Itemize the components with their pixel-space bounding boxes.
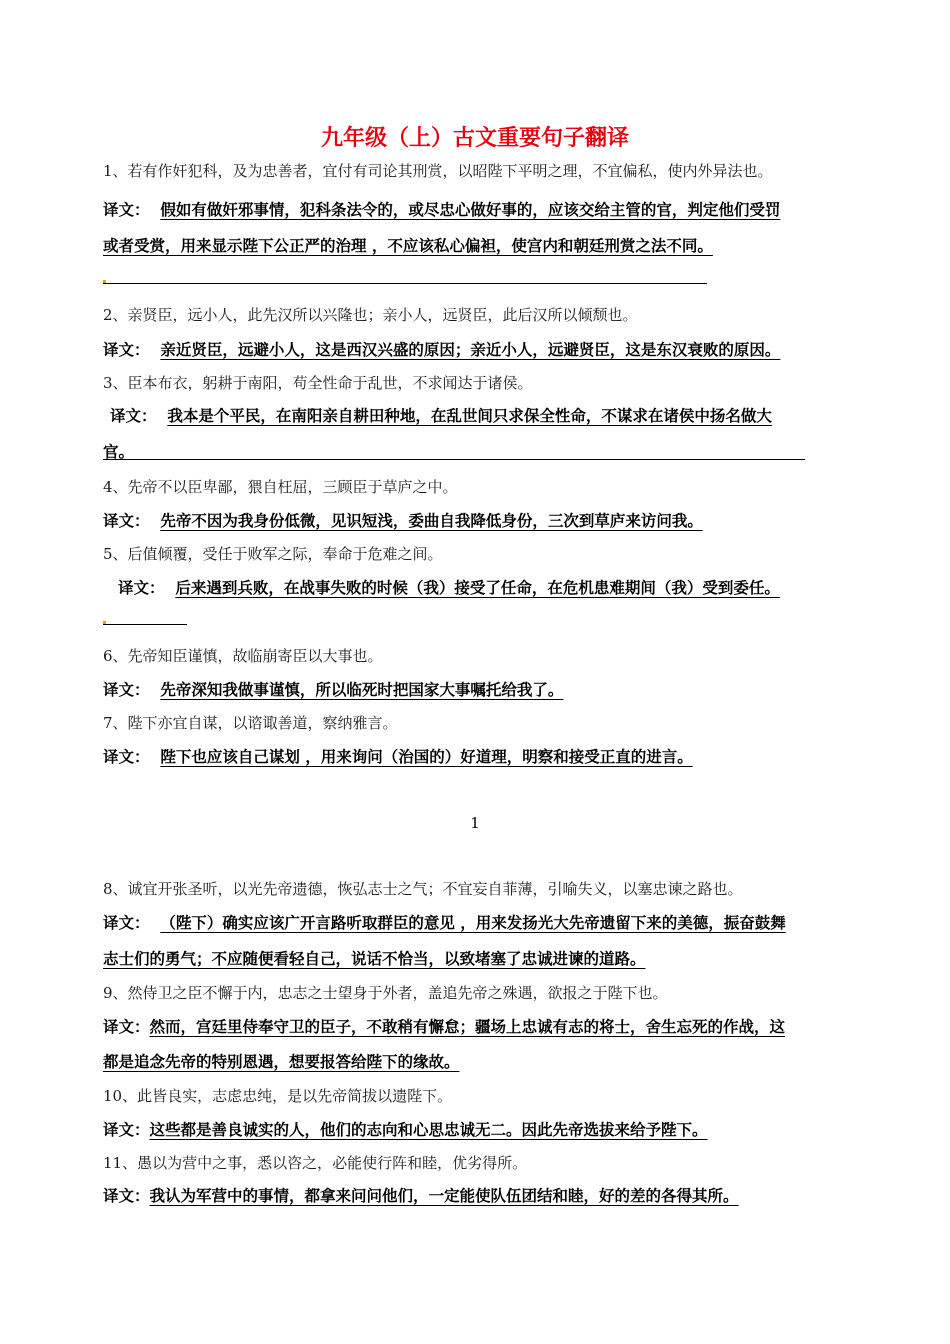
translation-label: 译文： <box>103 747 150 766</box>
translation-5 <box>118 577 780 599</box>
source-sentence-10: 10、此皆良实，志虑忠纯，是以先帝简拔以遗陛下。 <box>103 1087 453 1105</box>
translation-text-5: 后来遇到兵败，在战事失败的时候（我）接受了任命，在危机患难期间（我）受到委任。 <box>175 578 780 597</box>
translation-9-cont: 都是追念先帝的特别恩遇，想要报答给陛下的缘故。 <box>103 1052 460 1071</box>
translation-text-10: 这些都是善良诚实的人，他们的志向和心思忠诚无二。因此先帝选拔来给予陛下。 <box>149 1120 708 1139</box>
translation-1 <box>103 199 780 221</box>
source-sentence-5: 5、后值倾覆，受任于败军之际，奉命于危难之间。 <box>103 545 443 563</box>
answer-rule <box>103 624 187 625</box>
translation-text-7: 陛下也应该自己谋划 ，用来询问（治国的）好道理，明察和接受正直的进言。 <box>160 747 693 766</box>
page-title: 九年级（上）古文重要句子翻译 <box>320 126 629 151</box>
marker-dot <box>103 280 106 283</box>
page-number: 1 <box>470 814 480 832</box>
source-sentence-9: 9、然侍卫之臣不懈于内，忠志之士望身于外者，盖追先帝之殊遇，欲报之于陛下也。 <box>103 984 668 1002</box>
translation-3 <box>110 405 772 427</box>
translation-9 <box>103 1016 785 1038</box>
translation-text-9: 然而，宫廷里侍奉守卫的臣子，不敢稍有懈怠；疆场上忠诚有志的将士，舍生忘死的作战，这 <box>149 1017 786 1036</box>
translation-text-8: （陛下）确实应该广开言路听取群臣的意见 ，用来发扬光大先帝遗留下来的美德，振奋鼓舞 <box>160 913 786 932</box>
translation-label: 译文： <box>103 511 150 530</box>
translation-text-4: 先帝不因为我身份低微，见识短浅，委曲自我降低身份，三次到草庐来访问我。 <box>160 511 703 530</box>
source-sentence-7: 7、陛下亦宜自谋，以谘诹善道，察纳雅言。 <box>103 714 398 732</box>
translation-3-cont: 官。 <box>103 442 135 461</box>
translation-11 <box>103 1185 739 1207</box>
source-sentence-6: 6、先帝知臣谨慎，故临崩寄臣以大事也。 <box>103 647 383 665</box>
source-sentence-1: 1、若有作奸犯科，及为忠善者，宜付有司论其刑赏，以昭陛下平明之理，不宜偏私，使内外异法也。 <box>103 162 773 180</box>
translation-1-cont: 或者受赏，用来显示陛下公正严的治理 ，不应该私心偏袒，使宫内和朝廷刑赏之法不同。 <box>103 236 713 255</box>
translation-7 <box>103 746 693 768</box>
translation-8-cont: 志士们的勇气；不应随便看轻自己，说话不恰当，以致堵塞了忠诚进谏的道路。 <box>103 949 646 968</box>
translation-6 <box>103 679 563 701</box>
translation-4 <box>103 510 703 532</box>
translation-text-6: 先帝深知我做事谨慎，所以临死时把国家大事嘱托给我了。 <box>160 680 564 699</box>
source-sentence-4: 4、先帝不以臣卑鄙，猥自枉屈，三顾臣于草庐之中。 <box>103 478 458 496</box>
translation-label: 译文： <box>103 1120 150 1139</box>
translation-label: 译文： <box>103 680 150 699</box>
marker-dot <box>103 621 106 624</box>
source-sentence-2: 2、亲贤臣，远小人，此先汉所以兴隆也；亲小人，远贤臣，此后汉所以倾颓也。 <box>103 306 638 324</box>
translation-8 <box>103 912 786 934</box>
translation-label: 译文： <box>118 578 165 597</box>
translation-text-11: 我认为军营中的事情，都拿来问问他们，一定能使队伍团结和睦，好的差的各得其所。 <box>149 1186 739 1205</box>
translation-10 <box>103 1119 708 1141</box>
translation-label: 译文： <box>110 406 157 425</box>
source-sentence-8: 8、诚宜开张圣听，以光先帝遗德，恢弘志士之气；不宜妄自菲薄，引喻失义，以塞忠谏之路也。 <box>103 880 743 898</box>
translation-label: 译文： <box>103 1186 150 1205</box>
translation-text-3: 我本是个平民，在南阳亲自耕田种地，在乱世间只求保全性命，不谋求在诸侯中扬名做大 <box>167 406 772 425</box>
translation-label: 译文： <box>103 200 150 219</box>
translation-label: 译文： <box>103 340 150 359</box>
translation-text-2: 亲近贤臣，远避小人，这是西汉兴盛的原因；亲近小人，远避贤臣，这是东汉衰败的原因。 <box>160 340 781 359</box>
answer-rule <box>103 283 707 284</box>
translation-text-1: 假如有做奸邪事情，犯科条法令的，或尽忠心做好事的，应该交给主管的官，判定他们受罚 <box>160 200 781 219</box>
translation-label: 译文： <box>103 913 150 932</box>
answer-rule <box>103 459 805 460</box>
source-sentence-3: 3、臣本布衣，躬耕于南阳，苟全性命于乱世，不求闻达于诸侯。 <box>103 374 533 392</box>
source-sentence-11: 11、愚以为营中之事，悉以咨之，必能使行阵和睦，优劣得所。 <box>103 1154 528 1172</box>
translation-2 <box>103 339 780 361</box>
translation-label: 译文： <box>103 1017 150 1036</box>
